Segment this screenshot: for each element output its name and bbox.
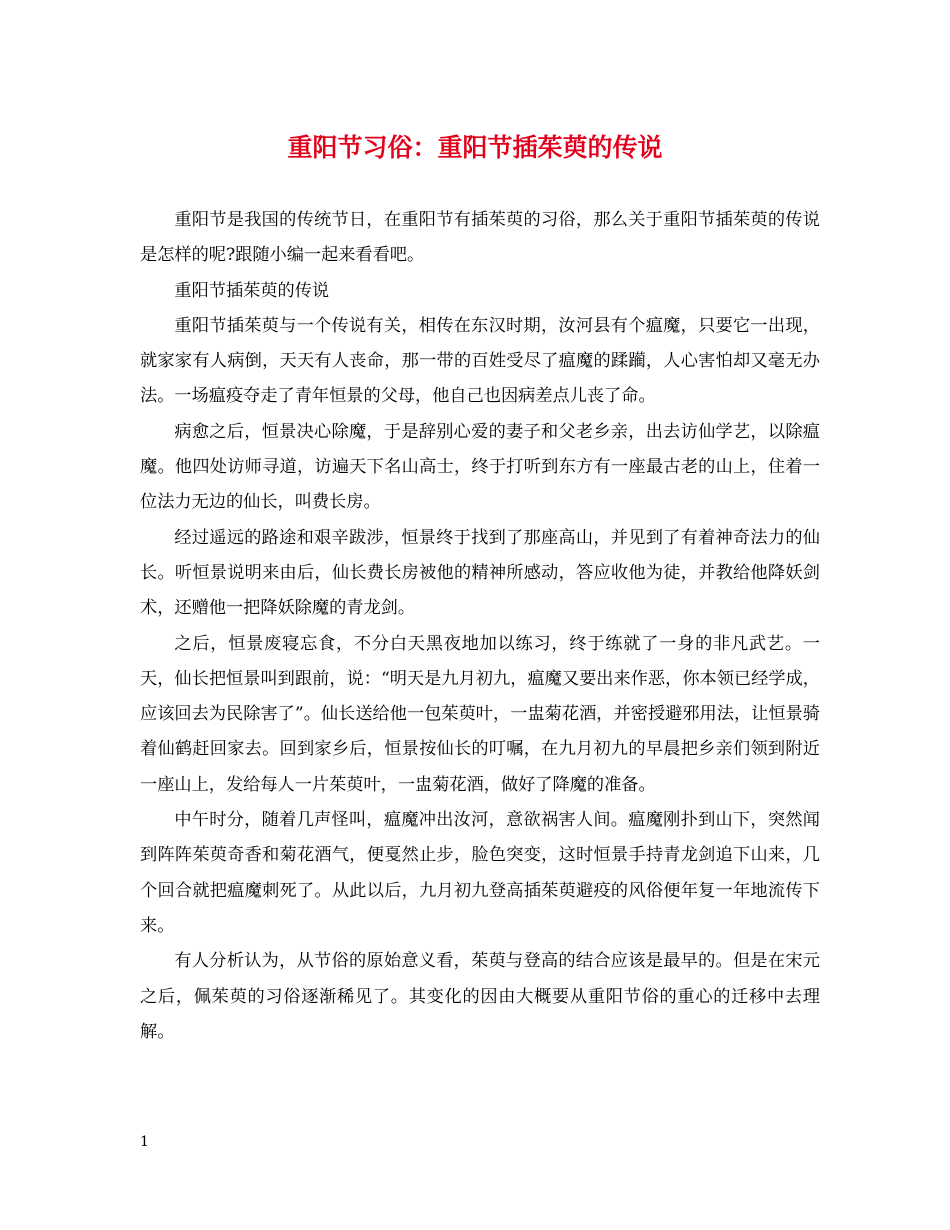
page-number: 1: [140, 1134, 149, 1150]
paragraph-analysis: 有人分析认为，从节俗的原始意义看，茱萸与登高的结合应该是最早的。但是在宋元之后，佩茱萸的习俗逐渐稀见了。其变化的因由大概要从重阳节俗的重心的迁移中去理解。: [140, 951, 820, 1042]
paragraph-intro: 重阳节是我国的传统节日，在重阳节有插茱萸的习俗，那么关于重阳节插茱萸的传说是怎样的呢?跟随小编一起来看看吧。: [140, 210, 820, 266]
document-body: [140, 203, 820, 1050]
paragraph-subheading: 重阳节插茱萸的传说: [174, 280, 330, 301]
paragraph-defeating-demon: 中午时分，随着几声怪叫，瘟魔冲出汝河，意欲祸害人间。瘟魔刚扑到山下，突然闻到阵阵茱萸奇香和菊花酒气，便戛然止步，脸色突变，这时恒景手持青龙剑追下山来，几个回合就把瘟魔刺死了。从此以后，九月初九登高插茱萸避疫的风俗便年复一年地流传下来。: [140, 810, 820, 936]
paragraph-legend-origin: 重阳节插茱萸与一个传说有关，相传在东汉时期，汝河县有个瘟魔，只要它一出现，就家家有人病倒，天天有人丧命，那一带的百姓受尽了瘟魔的蹂躏，人心害怕却又毫无办法。一场瘟疫夺走了青年恒景的父母，他自己也因病差点儿丧了命。: [140, 315, 820, 407]
document-title: 重阳节习俗：重阳节插茱萸的传说: [287, 133, 663, 162]
paragraph-becoming-disciple: 经过遥远的路途和艰辛跋涉，恒景终于找到了那座高山，并见到了有着神奇法力的仙长。听恒景说明来由后，仙长费长房被他的精神所感动，答应收他为徒，并教给他降妖剑术，还赠他一把降妖除魔的青龙剑。: [140, 527, 820, 619]
paragraph-training-return: 之后，恒景废寝忘食，不分白天黑夜地加以练习，终于练就了一身的非凡武艺。一天，仙长把恒景叫到跟前，说：“明天是九月初九，瘟魔又要出来作恶，你本领已经学成，应该回去为民除害了”。仙长送给他一包茱萸叶，一盅菊花酒，并密授避邪用法，让恒景骑着仙鹤赶回家去。回到家乡后，恒景按仙长的叮嘱，在九月初九的早晨把乡亲们领到附近一座山上，发给每人一片茱萸叶，一盅菊花酒，做好了降魔的准备。: [140, 633, 820, 795]
paragraph-seeking-master: 病愈之后，恒景决心除魔，于是辞别心爱的妻子和父老乡亲，出去访仙学艺，以除瘟魔。他四处访师寻道，访遍天下名山高士，终于打听到东方有一座最古老的山上，住着一位法力无边的仙长，叫费长房。: [140, 421, 820, 513]
